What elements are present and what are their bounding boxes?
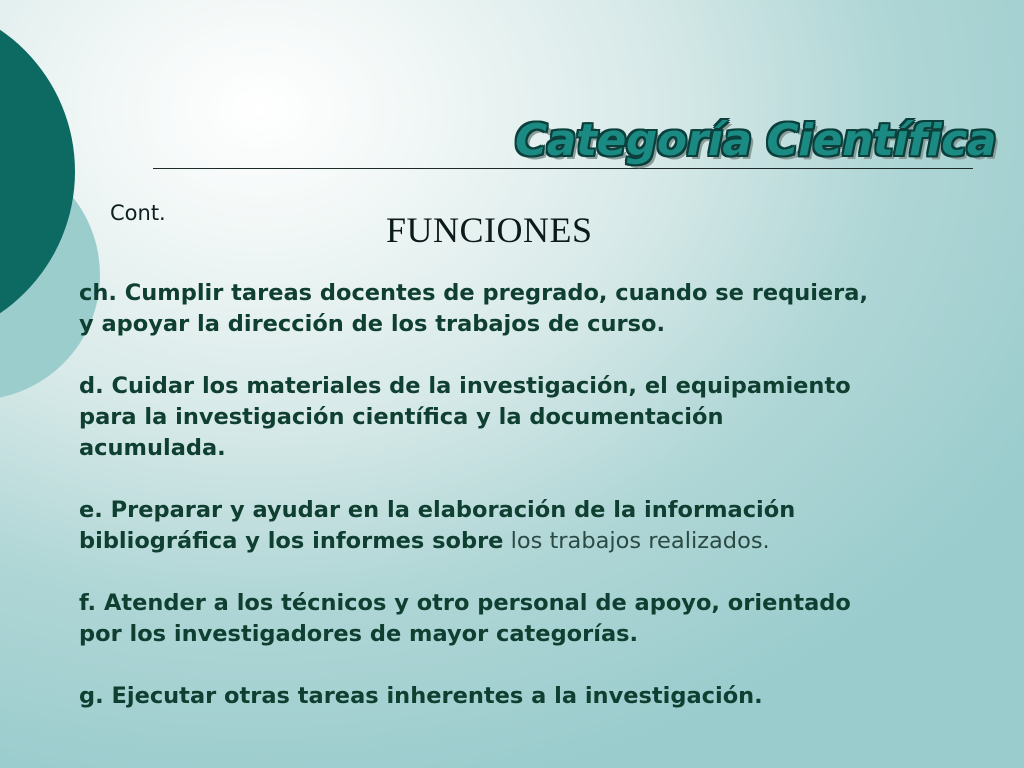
functions-list xyxy=(79,278,979,712)
list-item-g xyxy=(79,681,979,712)
list-item-d-line-2: para la investigación científica y la documentación xyxy=(79,404,724,430)
list-item-d-line-1: d. Cuidar los materiales de la investigación, el equipamiento xyxy=(79,373,851,399)
list-item-f-line-2: por los investigadores de mayor categorías. xyxy=(79,621,639,647)
list-item-ch-line-2: y apoyar la dirección de los trabajos de curso. xyxy=(79,311,665,337)
list-item-e-line-2-bold: bibliográfica y los informes sobre xyxy=(79,528,504,554)
list-item-d xyxy=(79,371,979,464)
list-item-e-line-1: e. Preparar y ayudar en la elaboración de la información xyxy=(79,497,796,523)
slide-title: Categoría Científica xyxy=(515,115,997,166)
list-item-d-line-3: acumulada. xyxy=(79,435,226,461)
list-item-f-line-1: f. Atender a los técnicos y otro personal de apoyo, orientado xyxy=(79,590,851,616)
list-item-e xyxy=(79,495,979,557)
list-item-g-line-1: g. Ejecutar otras tareas inherentes a la investigación. xyxy=(79,683,763,709)
title-underline xyxy=(153,168,973,169)
list-item-ch-line-1: ch. Cumplir tareas docentes de pregrado, cuando se requiera, xyxy=(79,280,869,306)
list-item-ch xyxy=(79,278,979,340)
continued-label: Cont. xyxy=(110,201,166,225)
list-item-e-line-2 xyxy=(79,526,979,557)
list-item-f xyxy=(79,588,979,650)
section-heading: FUNCIONES xyxy=(386,210,593,250)
list-item-e-line-2-normal: los trabajos realizados. xyxy=(503,528,770,554)
